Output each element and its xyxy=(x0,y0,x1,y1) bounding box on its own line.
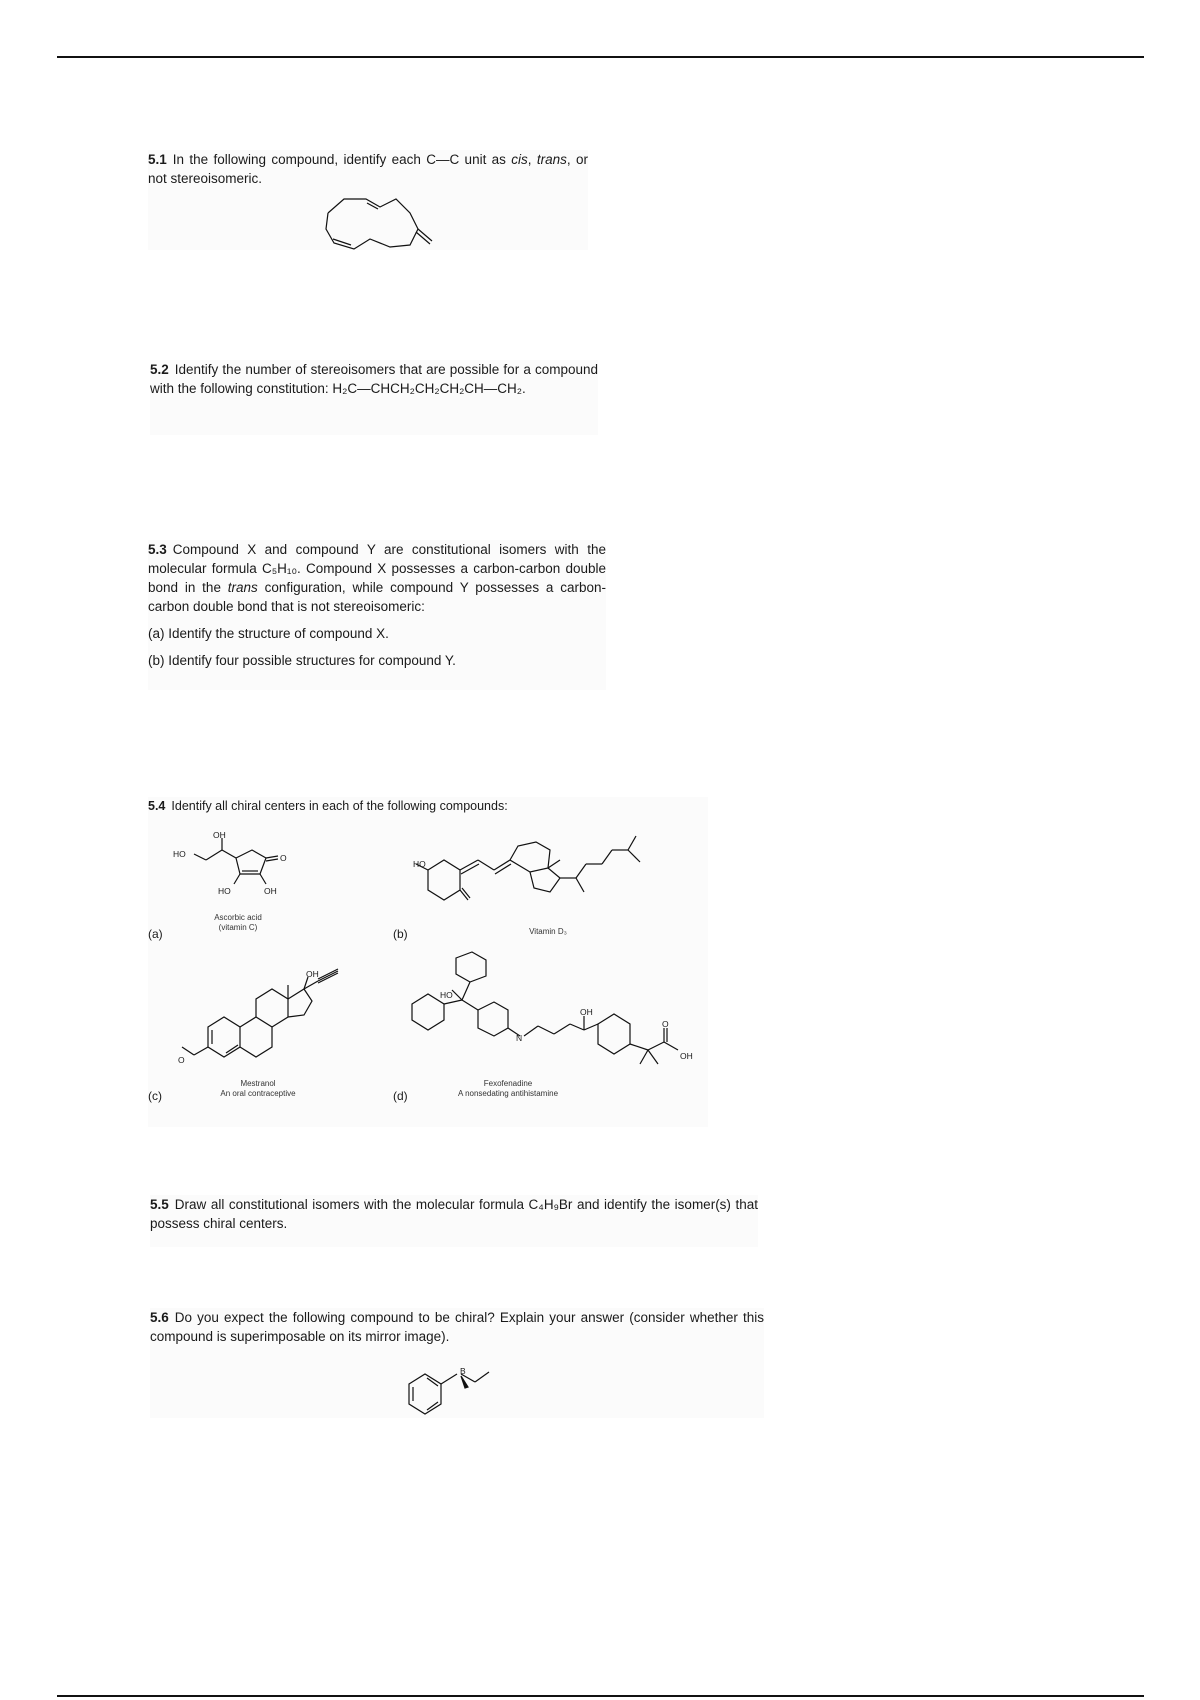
atom-oh: OH xyxy=(680,1051,693,1061)
question-5-4 xyxy=(148,797,708,1127)
label-b: (b) xyxy=(393,927,408,941)
question-5-1 xyxy=(148,150,588,250)
question-5-2 xyxy=(150,360,598,435)
cyclodecadiene-structure xyxy=(318,195,438,265)
question-text: 5.4 Identify all chiral centers in each of the following compounds: xyxy=(148,799,508,813)
question-number: 5.5 xyxy=(150,1197,169,1212)
caption-a: Ascorbic acid (vitamin C) xyxy=(214,913,262,932)
top-rule xyxy=(57,56,1144,58)
question-text: 5.2 Identify the number of stereoisomers that are possible for a compound with the following constitution: H₂C—CHCH₂CH₂CH₂CH—CH₂. xyxy=(150,362,598,396)
fexofenadine-structure xyxy=(408,952,728,1082)
question-text: 5.6 Do you expect the following compound to be chiral? Explain your answer (consider whether this compound is superimposable on its mirror image). xyxy=(150,1310,764,1344)
mestranol-structure xyxy=(168,967,358,1077)
part-a: (a) Identify the structure of compound X. xyxy=(148,626,389,641)
question-text: 5.1 In the following compound, identify each C—C unit as cis, trans, or not stereoisomeric. xyxy=(148,152,588,186)
label-d: (d) xyxy=(393,1089,408,1103)
atom-ho: HO xyxy=(218,886,231,896)
question-number: 5.1 xyxy=(148,152,167,167)
question-number: 5.4 xyxy=(148,799,166,813)
atom-ho: HO xyxy=(173,849,186,859)
question-5-5 xyxy=(150,1195,758,1247)
atom-oh: OH xyxy=(580,1007,593,1017)
atom-b: B xyxy=(460,1366,466,1376)
label-c: (c) xyxy=(148,1089,162,1103)
question-number: 5.2 xyxy=(150,362,169,377)
atom-o: O xyxy=(178,1055,185,1065)
caption-c: Mestranol An oral contraceptive xyxy=(220,1079,296,1098)
atom-oh: OH xyxy=(264,886,277,896)
question-5-6 xyxy=(150,1308,764,1418)
caption-d: Fexofenadine A nonsedating antihistamine xyxy=(457,1079,559,1098)
bottom-rule xyxy=(57,1695,1144,1697)
label-a: (a) xyxy=(148,927,163,941)
atom-o: O xyxy=(280,853,287,863)
atom-ho: HO xyxy=(413,859,426,869)
atom-oh: OH xyxy=(213,830,226,840)
question-number: 5.6 xyxy=(150,1310,169,1325)
question-text: 5.5 Draw all constitutional isomers with the molecular formula C₄H₉Br and identify the isomer(s) that possess chiral centers. xyxy=(150,1197,758,1231)
atom-oh: OH xyxy=(306,969,319,979)
atom-o: O xyxy=(662,1019,669,1029)
caption-b: Vitamin D₃ xyxy=(529,927,567,936)
question-5-3 xyxy=(148,540,606,690)
question-text: 5.3 Compound X and compound Y are constitutional isomers with the molecular formula C₅H₁₀. Compound X possesses a carbon-carbon double bond in the trans configuration, while compound Y possesses a carbon-carbon double bond that is not stereoisomeric: xyxy=(148,542,606,614)
vitamin-d3-structure xyxy=(408,832,678,942)
question-number: 5.3 xyxy=(148,542,167,557)
part-b: (b) Identify four possible structures for compound Y. xyxy=(148,653,456,668)
atom-n: N xyxy=(516,1033,523,1043)
atom-ho: HO xyxy=(440,990,453,1000)
